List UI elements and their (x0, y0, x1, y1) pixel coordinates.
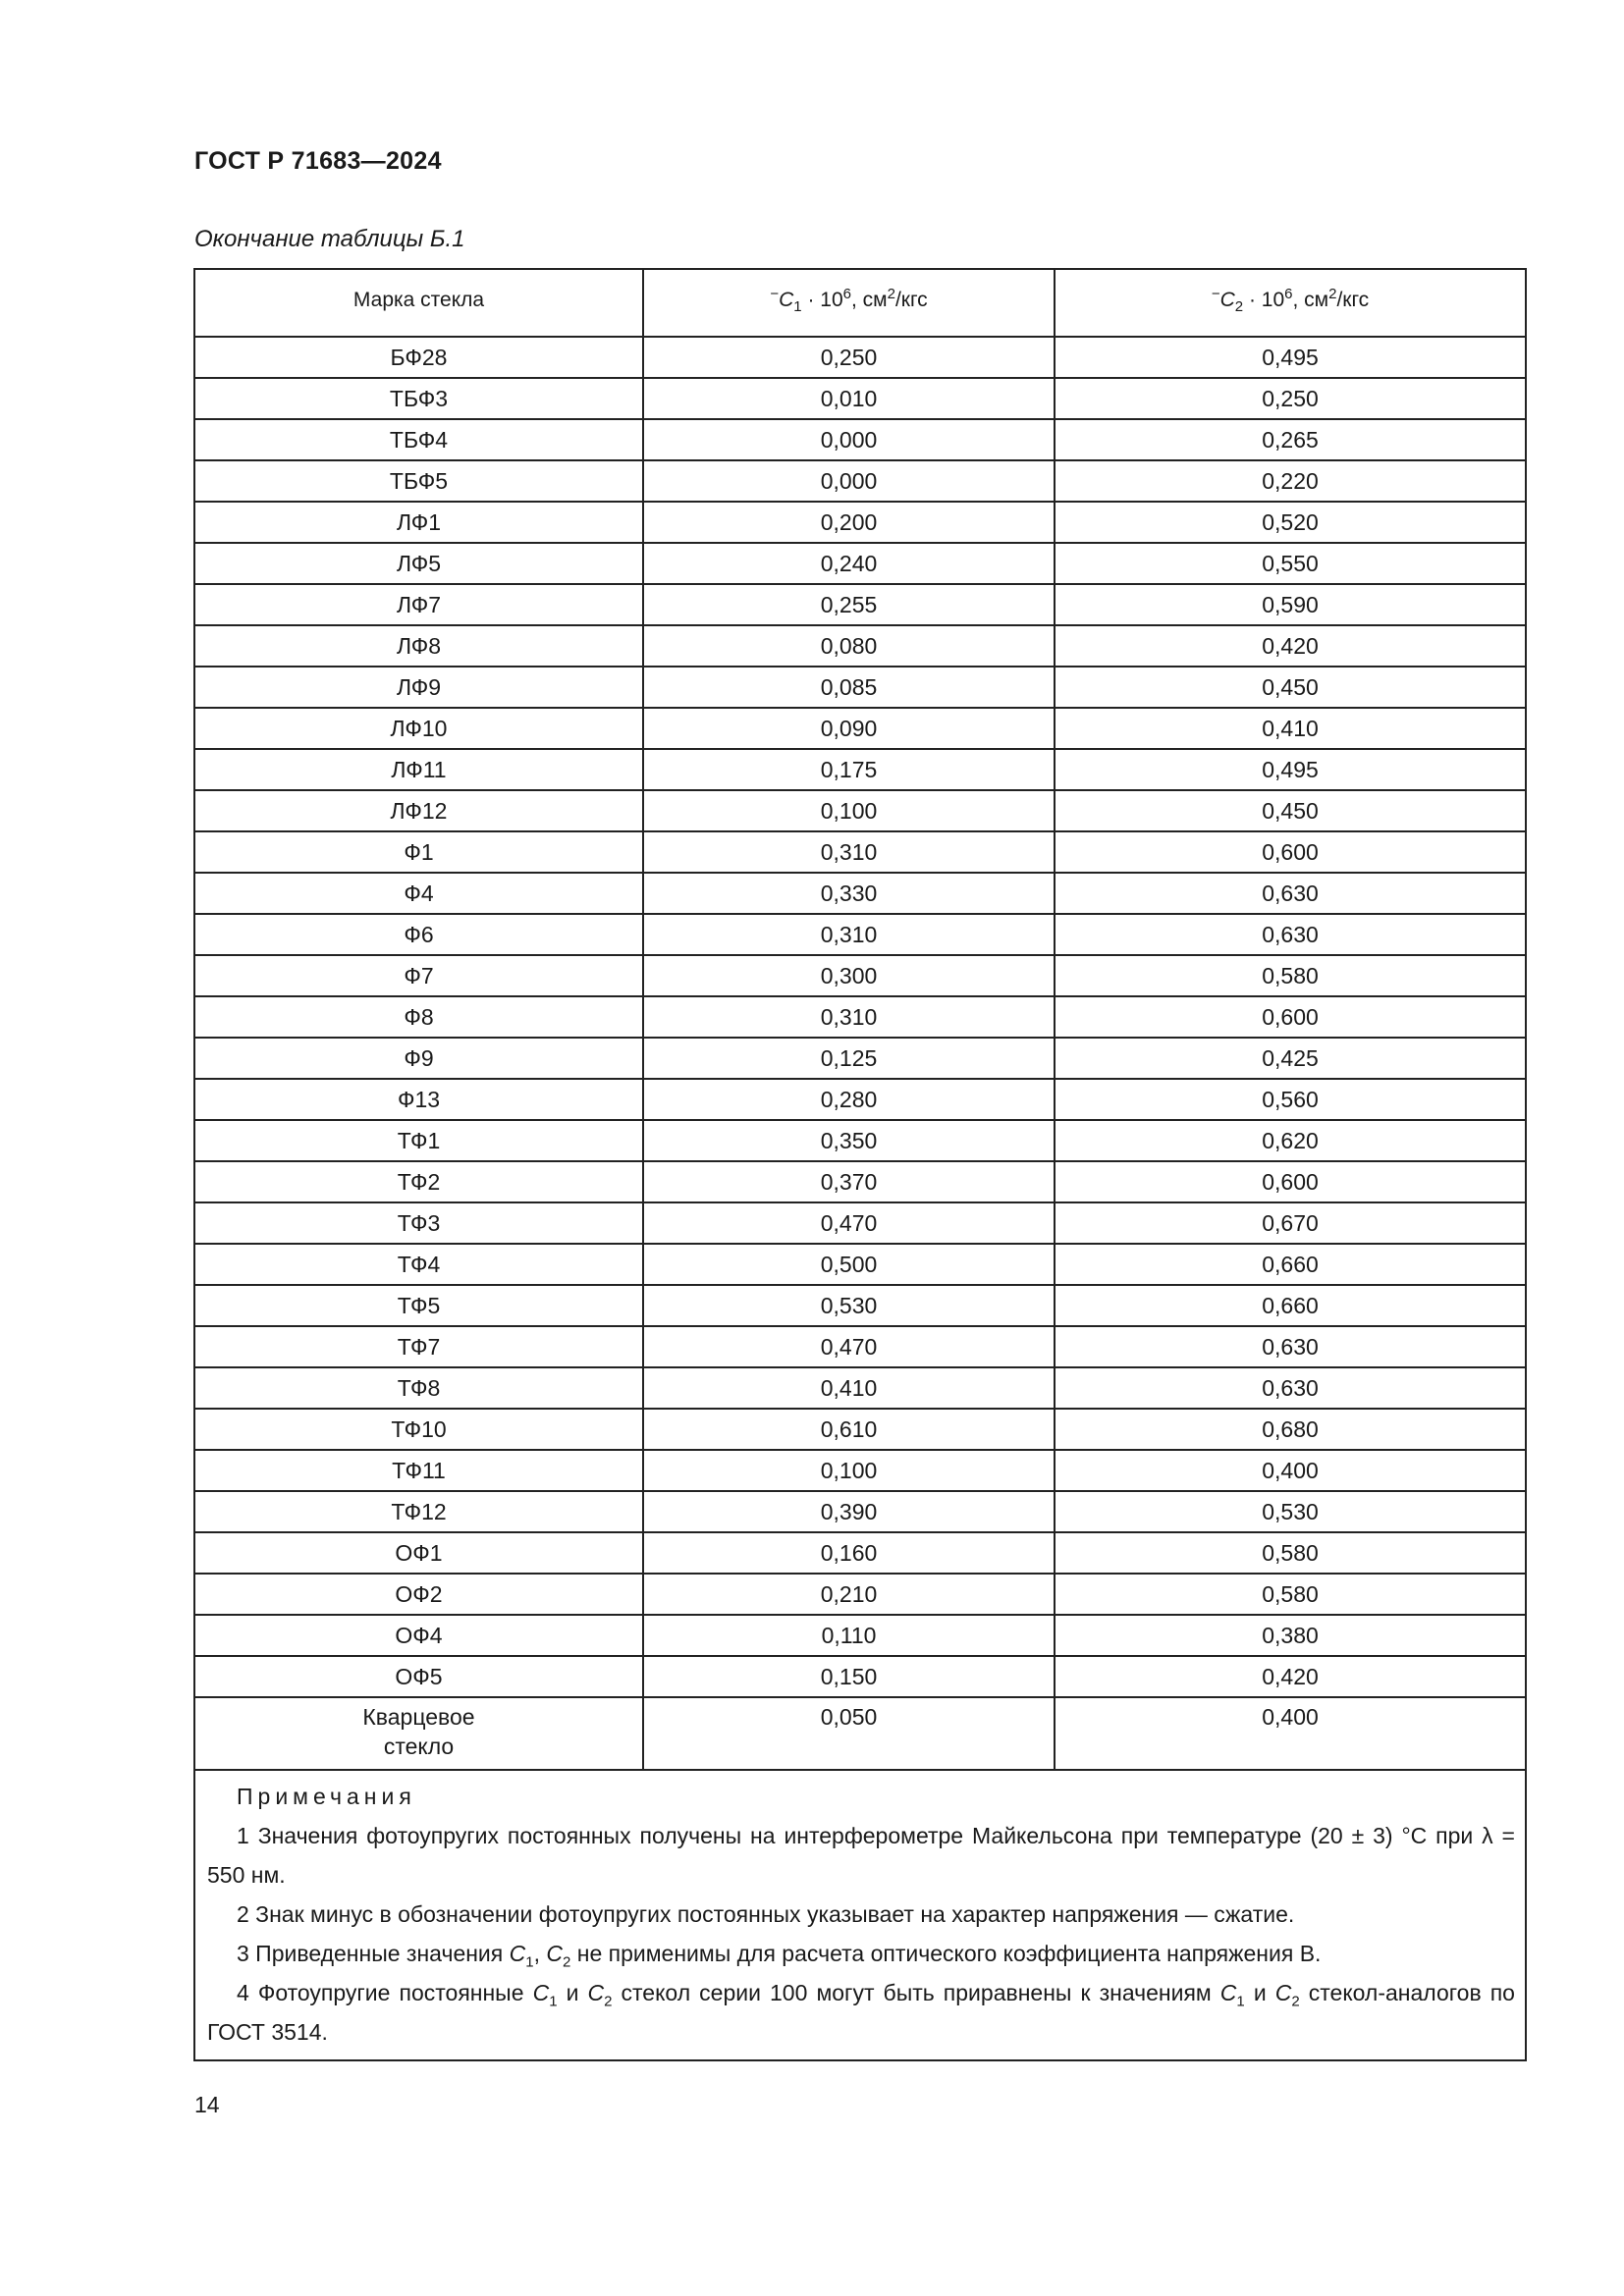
cell-mark: ТБФ5 (194, 460, 643, 502)
cell-c1: 0,085 (643, 667, 1055, 708)
cell-c2: 0,450 (1055, 790, 1526, 831)
table-row (194, 378, 1526, 419)
cell-c2: 0,420 (1055, 1656, 1526, 1697)
cell-c2: 0,550 (1055, 543, 1526, 584)
table-row (194, 1120, 1526, 1161)
table-row (194, 1532, 1526, 1574)
cell-c2: 0,630 (1055, 873, 1526, 914)
cell-c2: 0,600 (1055, 831, 1526, 873)
photoelastic-constants-table (193, 268, 1527, 2061)
cell-c2: 0,560 (1055, 1079, 1526, 1120)
table-row (194, 543, 1526, 584)
table-row (194, 1285, 1526, 1326)
cell-mark: ОФ1 (194, 1532, 643, 1574)
cell-c1: 0,010 (643, 378, 1055, 419)
table-notes (194, 1770, 1526, 2060)
cell-c1: 0,000 (643, 460, 1055, 502)
table-row-quartz (194, 1697, 1526, 1770)
table-row (194, 1491, 1526, 1532)
cell-mark: БФ28 (194, 337, 643, 378)
table-row (194, 625, 1526, 667)
cell-c2: 0,380 (1055, 1615, 1526, 1656)
cell-c2: 0,495 (1055, 337, 1526, 378)
cell-c2: 0,600 (1055, 1161, 1526, 1202)
cell-c1: 0,610 (643, 1409, 1055, 1450)
cell-c2: 0,660 (1055, 1285, 1526, 1326)
cell-mark: Ф13 (194, 1079, 643, 1120)
cell-c1: 0,100 (643, 1450, 1055, 1491)
table-row (194, 1367, 1526, 1409)
table-row (194, 1615, 1526, 1656)
cell-c2: 0,630 (1055, 1326, 1526, 1367)
header-c1: $^-C_1 \cdot 10^6$, $см^2$/кгс (643, 269, 1055, 330)
cell-c1: 0,370 (643, 1161, 1055, 1202)
cell-mark: ТФ1 (194, 1120, 643, 1161)
table-row (194, 502, 1526, 543)
cell-c2: 0,630 (1055, 914, 1526, 955)
table-row (194, 790, 1526, 831)
cell-c1: 0,310 (643, 996, 1055, 1038)
cell-c2: 0,250 (1055, 378, 1526, 419)
table-row (194, 1038, 1526, 1079)
cell-c2: 0,530 (1055, 1491, 1526, 1532)
cell-mark: ТФ12 (194, 1491, 643, 1532)
cell-mark: ЛФ7 (194, 584, 643, 625)
cell-mark: ТБФ3 (194, 378, 643, 419)
cell-c2: 0,400 (1055, 1450, 1526, 1491)
cell-mark: ЛФ11 (194, 749, 643, 790)
table-row (194, 914, 1526, 955)
table-row (194, 337, 1526, 378)
cell-c2: 0,660 (1055, 1244, 1526, 1285)
header-c2: $^-C_2 \cdot 10^6$, $см^2$/кгс (1055, 269, 1526, 330)
page-number: 14 (194, 2092, 220, 2117)
header-glass-mark: Марка стекла (194, 269, 643, 330)
cell-mark: Ф1 (194, 831, 643, 873)
cell-c2: 0,495 (1055, 749, 1526, 790)
table-row (194, 1079, 1526, 1120)
cell-c1: 0,125 (643, 1038, 1055, 1079)
cell-c1: 0,300 (643, 955, 1055, 996)
notes-title: Примечания (237, 1784, 416, 1809)
cell-mark: ТФ10 (194, 1409, 643, 1450)
cell-c1: 0,250 (643, 337, 1055, 378)
cell-c2: 0,580 (1055, 955, 1526, 996)
cell-c1: 0,175 (643, 749, 1055, 790)
cell-c1: 0,530 (643, 1285, 1055, 1326)
cell-c2: 0,220 (1055, 460, 1526, 502)
cell-mark: Кварцевое стекло (194, 1697, 643, 1770)
cell-c2: 0,620 (1055, 1120, 1526, 1161)
note-3: 3 Приведенные значения $C_1$, $C_2$ не применимы для расчета оптического коэффициента напряжения B. (237, 1941, 1322, 1971)
cell-c1: 0,210 (643, 1574, 1055, 1615)
cell-mark: ЛФ5 (194, 543, 643, 584)
table-row (194, 1326, 1526, 1367)
document-code: ГОСТ Р 71683—2024 (194, 147, 442, 175)
cell-c1: 0,500 (643, 1244, 1055, 1285)
cell-mark: Ф8 (194, 996, 643, 1038)
cell-c2: 0,410 (1055, 708, 1526, 749)
cell-c2: 0,590 (1055, 584, 1526, 625)
note-4: 4 Фотоупругие постоянные $C_1$ и $C_2$ стекол серии 100 могут быть приравнены к значениям $C_1$ и $C_2$ стекол-аналогов по ГОСТ 3514. (207, 1980, 1515, 2045)
cell-c2: 0,520 (1055, 502, 1526, 543)
cell-mark: Ф4 (194, 873, 643, 914)
cell-c1: 0,280 (643, 1079, 1055, 1120)
cell-mark: ТФ5 (194, 1285, 643, 1326)
cell-c2: 0,425 (1055, 1038, 1526, 1079)
cell-c1: 0,150 (643, 1656, 1055, 1697)
cell-c2: 0,580 (1055, 1574, 1526, 1615)
cell-c2: 0,580 (1055, 1532, 1526, 1574)
cell-mark: ЛФ9 (194, 667, 643, 708)
table-row (194, 667, 1526, 708)
cell-c2: 0,600 (1055, 996, 1526, 1038)
cell-mark: ОФ4 (194, 1615, 643, 1656)
cell-c1: 0,110 (643, 1615, 1055, 1656)
cell-mark: ТФ3 (194, 1202, 643, 1244)
table-header (194, 269, 1526, 337)
cell-mark: ТФ4 (194, 1244, 643, 1285)
cell-c2: 0,680 (1055, 1409, 1526, 1450)
cell-c2: 0,630 (1055, 1367, 1526, 1409)
cell-c1: 0,090 (643, 708, 1055, 749)
cell-c1: 0,350 (643, 1120, 1055, 1161)
table-row (194, 419, 1526, 460)
table-row (194, 1409, 1526, 1450)
cell-c2: 0,265 (1055, 419, 1526, 460)
cell-c1: 0,100 (643, 790, 1055, 831)
cell-mark: ЛФ10 (194, 708, 643, 749)
cell-c2: 0,420 (1055, 625, 1526, 667)
table-row (194, 831, 1526, 873)
table-row (194, 584, 1526, 625)
cell-mark: Ф9 (194, 1038, 643, 1079)
table-caption: Окончание таблицы Б.1 (194, 226, 465, 252)
note-1: 1 Значения фотоупругих постоянных получены на интерферометре Майкельсона при температуре (20 ± 3) °С при λ = 550 нм. (207, 1823, 1515, 1888)
cell-c2: 0,670 (1055, 1202, 1526, 1244)
cell-mark: ЛФ8 (194, 625, 643, 667)
cell-mark: ТБФ4 (194, 419, 643, 460)
cell-mark: Ф6 (194, 914, 643, 955)
table-row (194, 1450, 1526, 1491)
cell-c1: 0,390 (643, 1491, 1055, 1532)
cell-c1: 0,470 (643, 1202, 1055, 1244)
cell-mark: ЛФ12 (194, 790, 643, 831)
cell-c1: 0,310 (643, 914, 1055, 955)
cell-mark: ТФ7 (194, 1326, 643, 1367)
cell-c2: 0,450 (1055, 667, 1526, 708)
cell-c1: 0,050 (643, 1697, 1055, 1770)
table-row (194, 708, 1526, 749)
cell-c1: 0,330 (643, 873, 1055, 914)
cell-c1: 0,080 (643, 625, 1055, 667)
cell-c1: 0,410 (643, 1367, 1055, 1409)
cell-mark: ОФ5 (194, 1656, 643, 1697)
cell-mark: Ф7 (194, 955, 643, 996)
cell-c1: 0,310 (643, 831, 1055, 873)
cell-mark: ТФ8 (194, 1367, 643, 1409)
table-row (194, 749, 1526, 790)
table-row (194, 1574, 1526, 1615)
cell-c1: 0,000 (643, 419, 1055, 460)
table-row (194, 996, 1526, 1038)
table-row (194, 1656, 1526, 1697)
table-row (194, 460, 1526, 502)
table-row (194, 1244, 1526, 1285)
cell-mark: ЛФ1 (194, 502, 643, 543)
table-row (194, 955, 1526, 996)
cell-c1: 0,240 (643, 543, 1055, 584)
cell-c2: 0,400 (1055, 1697, 1526, 1770)
table-row (194, 1202, 1526, 1244)
cell-c1: 0,160 (643, 1532, 1055, 1574)
cell-mark: ОФ2 (194, 1574, 643, 1615)
cell-mark: ТФ2 (194, 1161, 643, 1202)
cell-mark: ТФ11 (194, 1450, 643, 1491)
table-row (194, 873, 1526, 914)
note-2: 2 Знак минус в обозначении фотоупругих постоянных указывает на характер напряжения — сжатие. (237, 1901, 1295, 1927)
cell-c1: 0,255 (643, 584, 1055, 625)
table-body (194, 337, 1526, 1697)
cell-c1: 0,470 (643, 1326, 1055, 1367)
table-row (194, 1161, 1526, 1202)
cell-c1: 0,200 (643, 502, 1055, 543)
